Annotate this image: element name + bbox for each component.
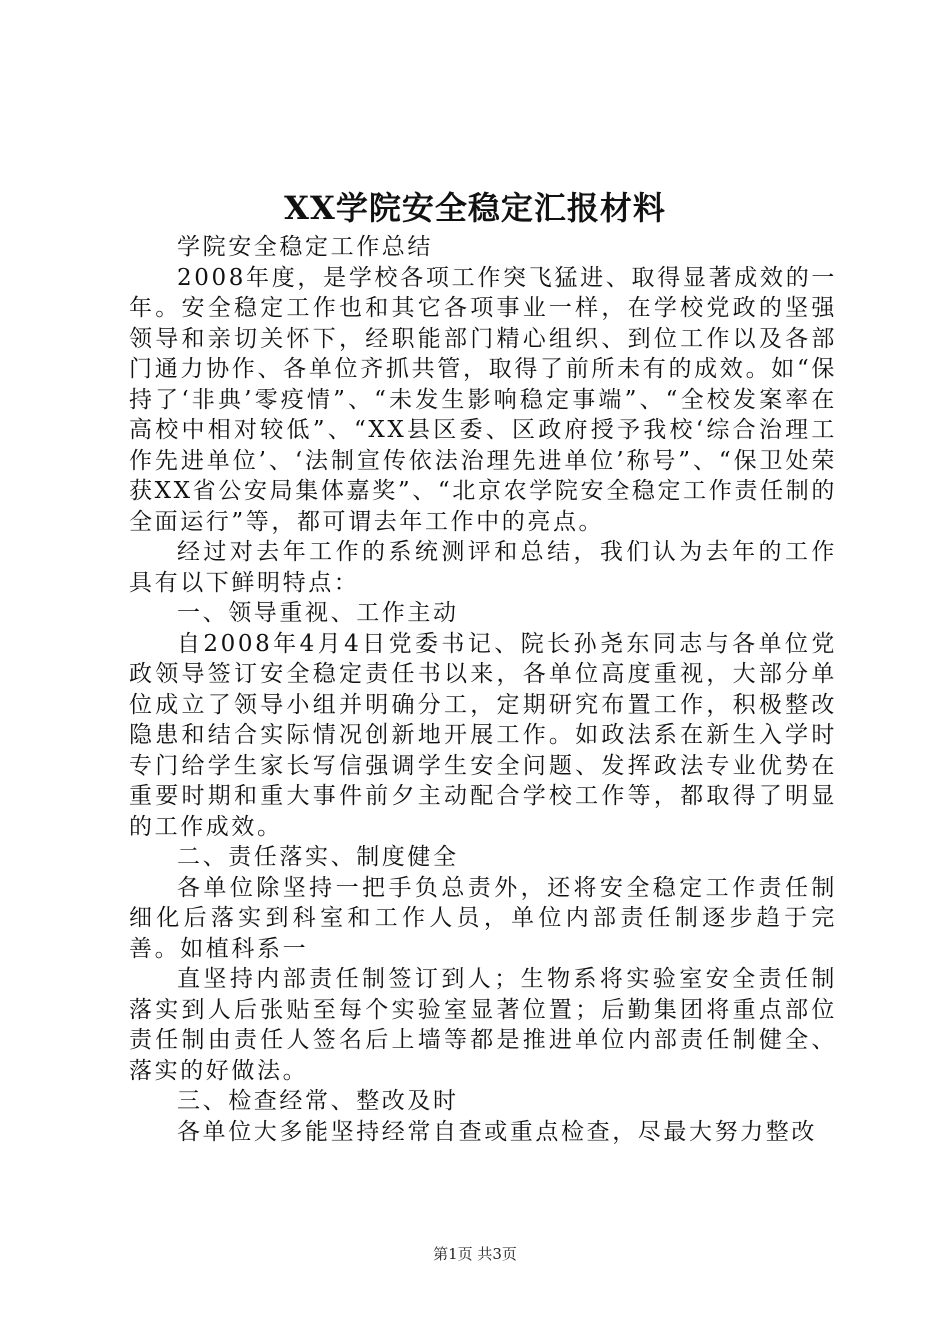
paragraph-subtitle: 学院安全稳定工作总结: [177, 234, 433, 260]
document-body: [129, 232, 837, 1147]
document-title: XX学院安全稳定汇报材料: [284, 189, 666, 227]
section-heading-2: 二、责任落实、制度健全: [177, 844, 459, 870]
paragraph-section-3: 各单位大多能坚持经常自查或重点检查，尽最大努力整改: [177, 1118, 817, 1145]
paragraph-section-1: 自2008年4月4日党委书记、院长孙尧东同志与各单位党政领导签订安全稳定责任书以来，各单位高度重视，大部分单位成立了领导小组并明确分工，定期研究布置工作，积极整改隐患和结合实际情况创新地开展工作。如政法系在新生入学时专门给学生家长写信强调学生安全问题、发挥政法专业优势在重要时期和重大事件前夕主动配合学校工作等，都取得了明显的工作成效。: [129, 630, 837, 840]
section-heading-1: 一、领导重视、工作主动: [177, 600, 459, 626]
paragraph-intro: 2008年度，是学校各项工作突飞猛进、取得显著成效的一年。安全稳定工作也和其它各项事业一样，在学校党政的坚强领导和亲切关怀下，经职能部门精心组织、到位工作以及各部门通力协作、各单位齐抓共管，取得了前所未有的成效。如“保持了‘非典’零疫情”、“未发生影响稳定事端”、“全校发案率在高校中相对较低”、“XX县区委、区政府授予我校‘综合治理工作先进单位’、‘法制宣传依法治理先进单位’称号”、“保卫处荣获XX省公安局集体嘉奖”、“北京农学院安全稳定工作责任制的全面运行”等，都可谓去年工作中的亮点。: [129, 264, 837, 535]
paragraph-section-2b: 直坚持内部责任制签订到人；生物系将实验室安全责任制落实到人后张贴至每个实验室显著位置；后勤集团将重点部位责任制由责任人签名后上墙等都是推进单位内部责任制健全、落实的好做法。: [129, 966, 837, 1084]
page-footer: 第1页 共3页: [433, 1245, 517, 1263]
paragraph-section-2a: 各单位除坚持一把手负总责外，还将安全稳定工作责任制细化后落实到科室和工作人员，单位内部责任制逐步趋于完善。如植科系一: [129, 874, 837, 962]
paragraph-summary: 经过对去年工作的系统测评和总结，我们认为去年的工作具有以下鲜明特点：: [129, 539, 837, 596]
section-heading-3: 三、检查经常、整改及时: [177, 1088, 459, 1114]
